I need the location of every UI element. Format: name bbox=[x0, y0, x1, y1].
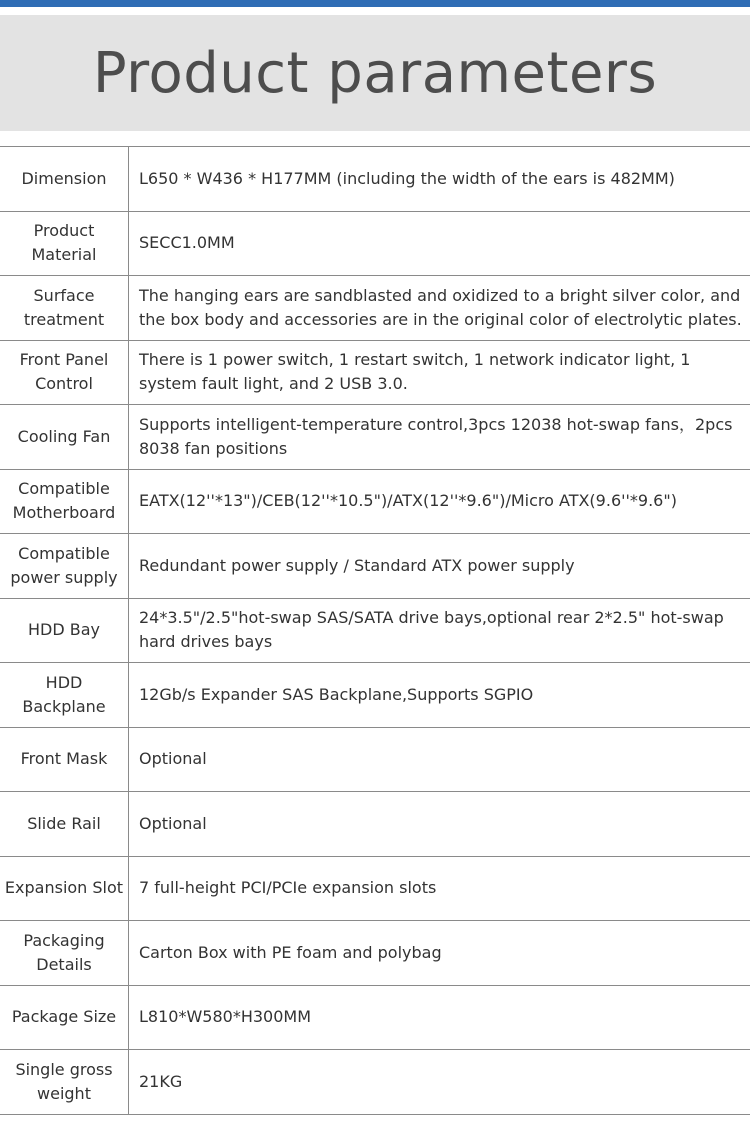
spec-value: 24*3.5"/2.5"hot-swap SAS/SATA drive bays,optional rear 2*2.5" hot-swap hard drives bays bbox=[129, 598, 750, 663]
spec-row-front-mask bbox=[0, 727, 750, 792]
spec-row-front-panel-control bbox=[0, 340, 750, 405]
page-title: Product parameters bbox=[92, 40, 658, 106]
spec-value: Supports intelligent-temperature control,3pcs 12038 hot-swap fans，2pcs 8038 fan positions bbox=[129, 405, 750, 470]
spec-row-dimension bbox=[0, 147, 750, 212]
spec-value: 21KG bbox=[129, 1050, 750, 1115]
spec-label: Slide Rail bbox=[0, 792, 129, 857]
spec-label: Expansion Slot bbox=[0, 856, 129, 921]
spec-label: Front Mask bbox=[0, 727, 129, 792]
spec-row-slide-rail bbox=[0, 792, 750, 857]
spec-label: Single gross weight bbox=[0, 1050, 129, 1115]
spec-value: SECC1.0MM bbox=[129, 211, 750, 276]
spec-label: HDD Bay bbox=[0, 598, 129, 663]
spec-label: Dimension bbox=[0, 147, 129, 212]
spec-label: HDD Backplane bbox=[0, 663, 129, 728]
spec-value: There is 1 power switch, 1 restart switch, 1 network indicator light, 1 system fault light, and 2 USB 3.0. bbox=[129, 340, 750, 405]
spec-row-compatible-power-supply bbox=[0, 534, 750, 599]
spec-row-surface-treatment bbox=[0, 276, 750, 341]
spec-label: Compatible Motherboard bbox=[0, 469, 129, 534]
spec-row-product-material bbox=[0, 211, 750, 276]
spec-label: Front Panel Control bbox=[0, 340, 129, 405]
spec-value: Optional bbox=[129, 727, 750, 792]
spec-row-hdd-backplane bbox=[0, 663, 750, 728]
spec-row-package-size bbox=[0, 985, 750, 1050]
spec-value: Redundant power supply / Standard ATX power supply bbox=[129, 534, 750, 599]
header-banner bbox=[0, 15, 750, 131]
spec-label: Compatible power supply bbox=[0, 534, 129, 599]
spec-table bbox=[0, 146, 750, 1115]
spec-label: Surface treatment bbox=[0, 276, 129, 341]
spec-value: 7 full-height PCI/PCIe expansion slots bbox=[129, 856, 750, 921]
spec-row-hdd-bay bbox=[0, 598, 750, 663]
spec-value: EATX(12''*13")/CEB(12''*10.5")/ATX(12''*9.6")/Micro ATX(9.6''*9.6") bbox=[129, 469, 750, 534]
spec-label: Package Size bbox=[0, 985, 129, 1050]
spec-value: Carton Box with PE foam and polybag bbox=[129, 921, 750, 986]
spec-value: L650 * W436 * H177MM (including the width of the ears is 482MM) bbox=[129, 147, 750, 212]
spec-value: L810*W580*H300MM bbox=[129, 985, 750, 1050]
spec-row-expansion-slot bbox=[0, 856, 750, 921]
spec-row-single-gross-weight bbox=[0, 1050, 750, 1115]
spec-row-packaging-details bbox=[0, 921, 750, 986]
spec-value: The hanging ears are sandblasted and oxidized to a bright silver color, and the box body and accessories are in the original color of electrolytic plates. bbox=[129, 276, 750, 341]
spec-row-compatible-motherboard bbox=[0, 469, 750, 534]
spec-label: Cooling Fan bbox=[0, 405, 129, 470]
spec-value: 12Gb/s Expander SAS Backplane,Supports SGPIO bbox=[129, 663, 750, 728]
spec-label: Product Material bbox=[0, 211, 129, 276]
spec-label: Packaging Details bbox=[0, 921, 129, 986]
spec-row-cooling-fan bbox=[0, 405, 750, 470]
top-accent-bar bbox=[0, 0, 750, 7]
spec-value: Optional bbox=[129, 792, 750, 857]
